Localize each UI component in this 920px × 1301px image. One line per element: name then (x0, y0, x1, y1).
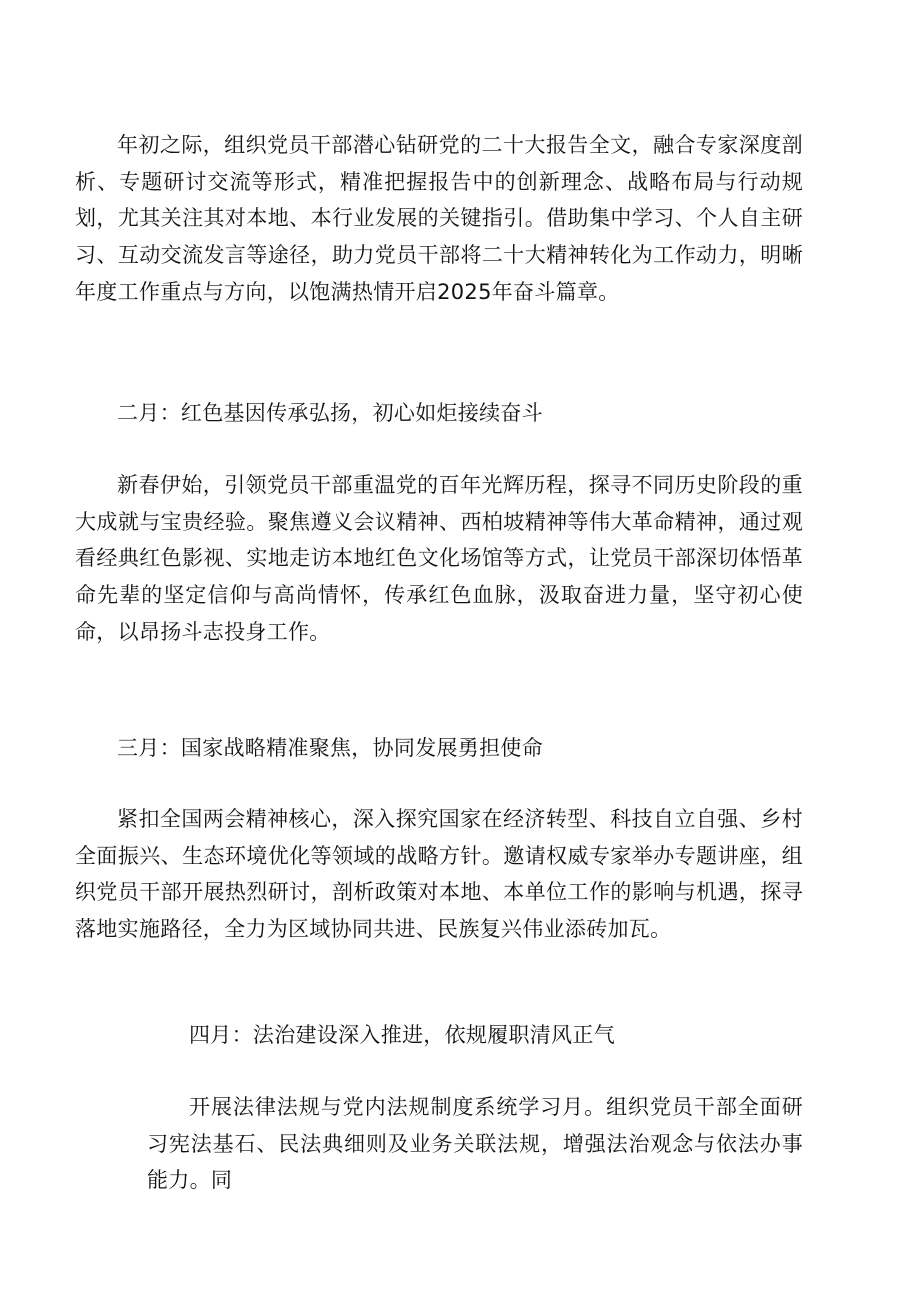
paragraph-february: 新春伊始，引领党员干部重温党的百年光辉历程，探寻不同历史阶段的重大成就与宝贵经验。聚焦遵义会议精神、西柏坡精神等伟大革命精神，通过观看经典红色影视、实地走访本地红色文化场馆等方式，让党员干部深切体悟革命先辈的坚定信仰与高尚情怀，传承红色血脉，汲取奋进力量，坚守初心使命，以昂扬斗志投身工作。 (75, 473, 803, 644)
paragraph-march: 紧扣全国两会精神核心，深入探究国家在经济转型、科技自立自强、乡村全面振兴、生态环境优化等领域的战略方针。邀请权威专家举办专题讲座，组织党员干部开展热烈研讨，剖析政策对本地、本单位工作的影响与机遇，探寻落地实施路径，全力为区域协同共进、民族复兴伟业添砖加瓦。 (75, 807, 803, 942)
heading-march: 三月：国家战略精准聚焦，协同发展勇担使命 (117, 736, 543, 760)
heading-february: 二月：红色基因传承弘扬，初心如炬接续奋斗 (117, 401, 543, 425)
paragraph-january: 年初之际，组织党员干部潜心钻研党的二十大报告全文，融合专家深度剖析、专题研讨交流等形式，精准把握报告中的创新理念、战略布局与行动规划，尤其关注其对本地、本行业发展的关键指引。借助集中学习、个人自主研习、互动交流发言等途径，助力党员干部将二十大精神转化为工作动力，明晰年度工作重点与方向，以饱满热情开启2025年奋斗篇章。 (75, 133, 803, 304)
heading-april: 四月：法治建设深入推进，依规履职清风正气 (189, 1023, 615, 1047)
paragraph-april: 开展法律法规与党内法规制度系统学习月。组织党员干部全面研习宪法基石、民法典细则及业务关联法规，增强法治观念与依法办事能力。同 (147, 1095, 803, 1193)
